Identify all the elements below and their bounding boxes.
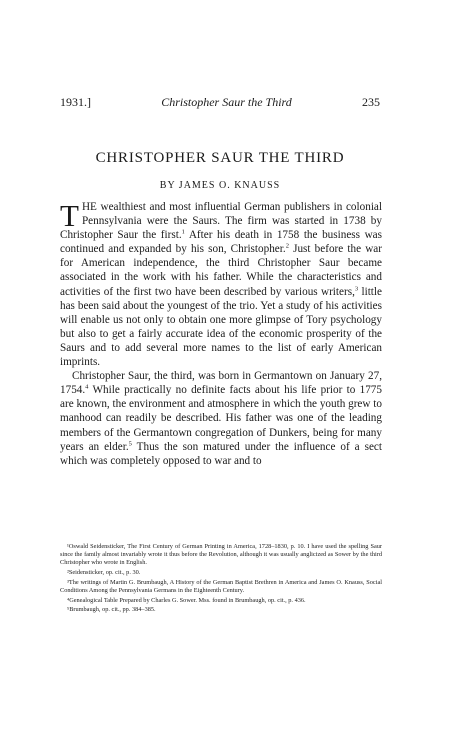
- body-text-run: Just before the war for American independence, the third Christopher Saur became associated in the work with his father. While the characteristics and activities of the first two have been described by various writers,: [60, 243, 382, 298]
- page-number: 235: [361, 95, 380, 109]
- article-body: [60, 200, 382, 468]
- footnote-ref: 5: [128, 439, 132, 447]
- footnote-ref: 3: [354, 284, 359, 292]
- drop-cap: T: [60, 198, 79, 233]
- body-text-run: HE wealthiest and most influential German publishers in colonial Pennsylvania were the Saurs. The firm was started in 1738 by Christopher Saur the first.: [60, 201, 382, 242]
- footnotes: [60, 543, 382, 616]
- running-head-year: 1931.]: [60, 95, 91, 109]
- body-text-run: While practically no definite facts about his life prior to 1775 are known, the environment and atmosphere in which the youth grew to manhood can readily be described. His father was one of the leading members of the Germantown congregation of Dunkers, being for many years an elder.: [60, 384, 382, 453]
- footnote-1: ¹Oswald Seidensticker, The First Century of German Printing in America, 1728–1830, p. 10. I have used the spelling Saur since the family almost invariably wrote it thus before the Revolution, although it was usually anglicized as Sower by the third Christopher who wrote in English.: [60, 543, 382, 567]
- footnote-3: ³The writings of Martin G. Brumbaugh, A History of the German Baptist Brethren in America and James O. Knauss, Social Conditions Among the Pennsylvania Germans in the Eighteenth Century.: [60, 578, 382, 595]
- body-paragraph-1: [60, 200, 382, 369]
- article-title: CHRISTOPHER SAUR THE THIRD: [95, 150, 345, 166]
- footnote-4: ⁴Genealogical Table Prepared by Charles G. Sower. Mss. found in Brumbaugh, op. cit., p. 436.: [67, 596, 306, 604]
- footnote-2: ²Seidensticker, op. cit., p. 30.: [67, 569, 141, 577]
- body-text-run: little has been said about the youngest of the trio. Yet a study of his activities will enable us not only to obtain one more glimpse of Tory psychology but also to get a fairly accurate idea of the economic prosperity of the Saurs and to add several more names to the list of early American imprints.: [60, 285, 382, 369]
- footnote-ref: 4: [85, 383, 89, 391]
- body-paragraph-2: [60, 369, 382, 468]
- body-text-run: Christopher Saur, the third, was born in Germantown on January 27, 1754.: [60, 370, 382, 397]
- footnote-5: ⁵Brumbaugh, op. cit., pp. 384–385.: [67, 606, 156, 614]
- running-head: [60, 95, 380, 110]
- article-byline: BY JAMES O. KNAUSS: [159, 180, 281, 191]
- footnote-ref: 2: [285, 242, 289, 250]
- body-text-run: After his death in 1758 the business was continued and expanded by his son, Christopher.: [60, 229, 382, 256]
- body-text-run: Thus the son matured under the influence of a sect which was completely opposed to war and to: [60, 440, 382, 467]
- footnote-ref: 1: [181, 228, 185, 236]
- running-head-title: Christopher Saur the Third: [161, 95, 292, 109]
